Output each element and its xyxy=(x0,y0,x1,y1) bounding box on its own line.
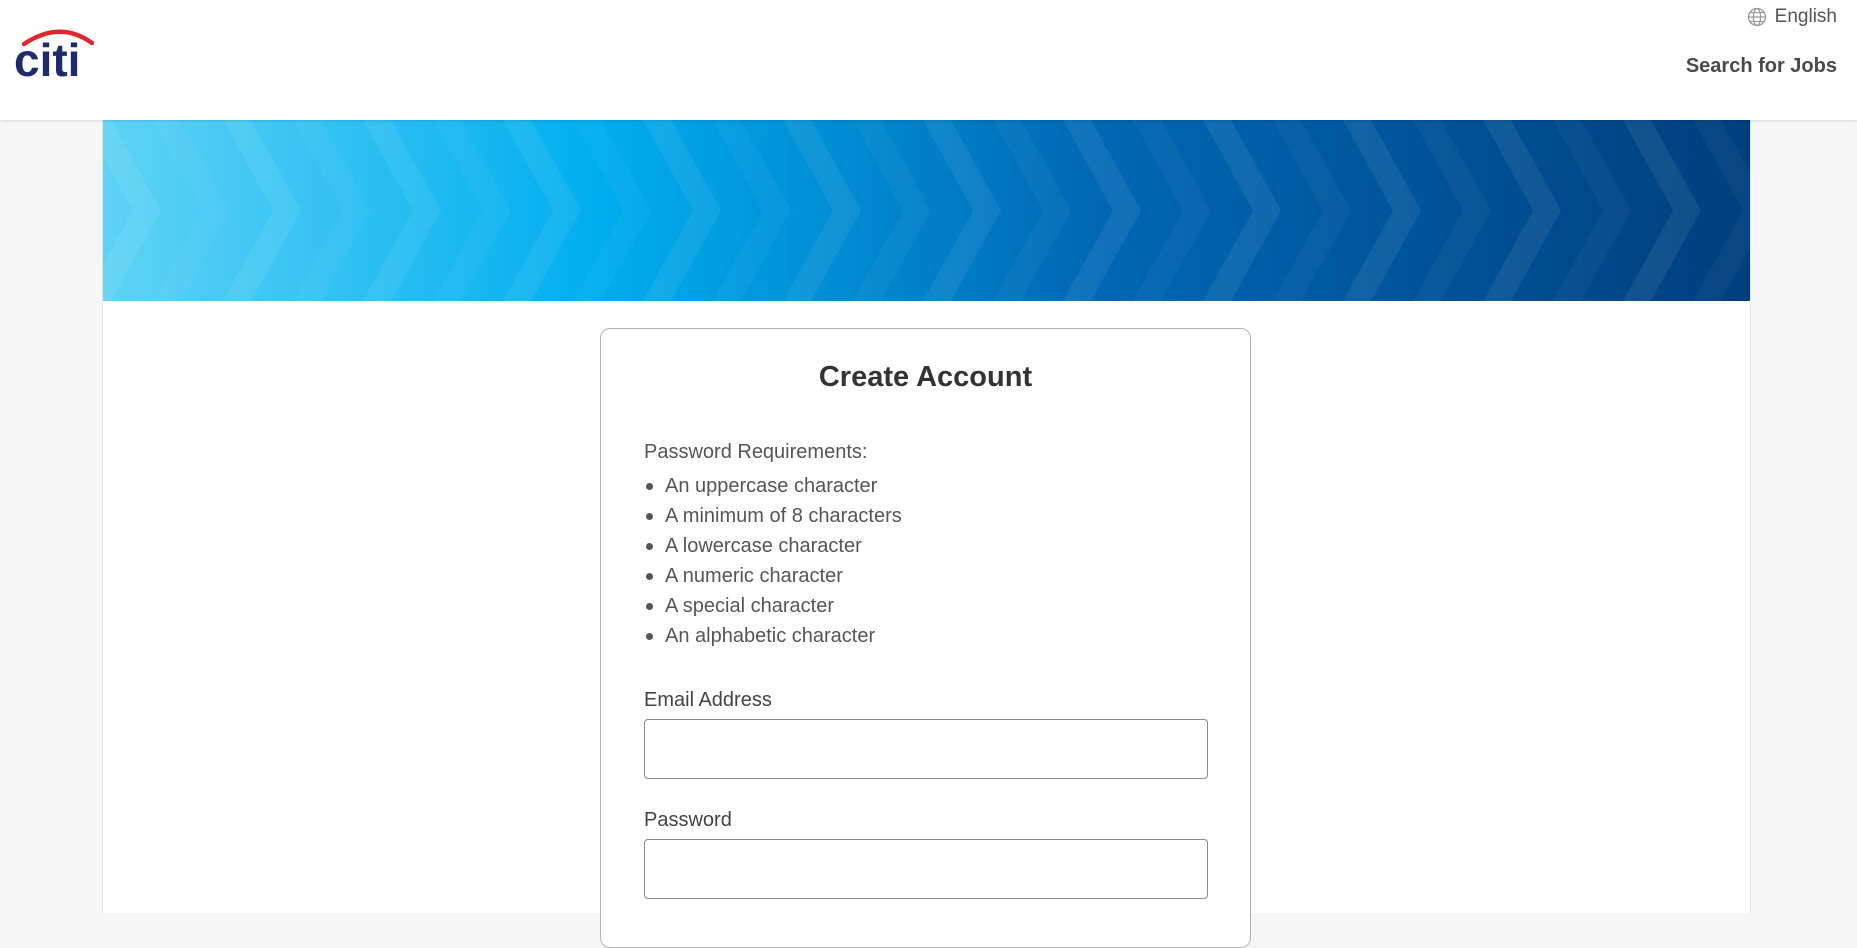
language-label: English xyxy=(1774,6,1837,27)
site-header xyxy=(0,0,1857,120)
chevron-banner xyxy=(103,120,1750,301)
main-content xyxy=(102,120,1751,913)
language-selector[interactable] xyxy=(1747,6,1837,28)
password-requirements-heading: Password Requirements: xyxy=(644,441,868,463)
search-for-jobs-link[interactable]: Search for Jobs xyxy=(1685,55,1837,77)
password-label: Password xyxy=(644,809,732,831)
requirement-item: A numeric character xyxy=(644,561,902,591)
create-account-card xyxy=(600,328,1251,948)
requirement-item: A lowercase character xyxy=(644,531,902,561)
password-requirements-list xyxy=(644,471,902,651)
requirement-item: An alphabetic character xyxy=(644,621,902,651)
password-field[interactable] xyxy=(644,839,1208,899)
requirement-item: A special character xyxy=(644,591,902,621)
requirement-item: An uppercase character xyxy=(644,471,902,501)
email-field[interactable] xyxy=(644,719,1208,779)
email-label: Email Address xyxy=(644,689,772,711)
svg-text:citi: citi xyxy=(14,34,81,82)
page-title: Create Account xyxy=(818,361,1033,393)
requirement-item: A minimum of 8 characters xyxy=(644,501,902,531)
citi-logo[interactable] xyxy=(14,26,94,82)
globe-icon xyxy=(1747,7,1767,27)
